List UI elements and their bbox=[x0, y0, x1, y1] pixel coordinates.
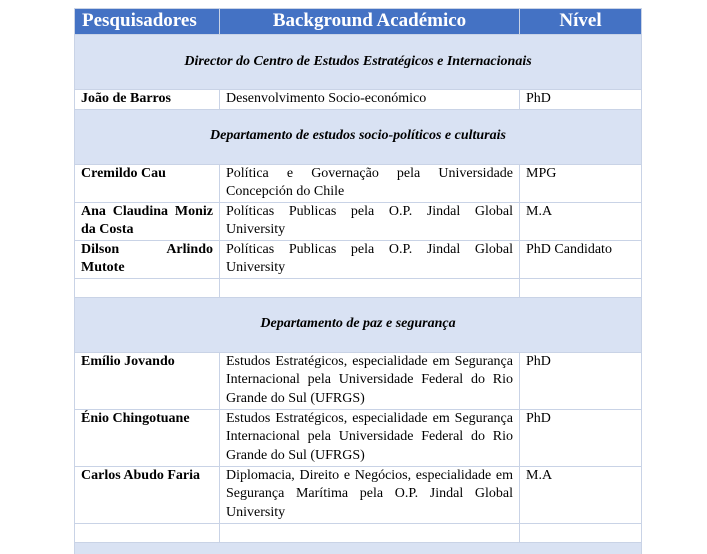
header-academic-background: Background Académico bbox=[220, 9, 520, 35]
academic-background: Política e Governação pela Universidade Concepción do Chile bbox=[220, 164, 520, 202]
header-level: Nível bbox=[520, 9, 642, 35]
section-header-row bbox=[75, 109, 642, 164]
empty-cell bbox=[520, 278, 642, 297]
empty-cell bbox=[75, 523, 220, 542]
table-row bbox=[75, 240, 642, 278]
table-row bbox=[75, 409, 642, 466]
header-row bbox=[75, 9, 642, 35]
empty-cell bbox=[220, 523, 520, 542]
researcher-name: Dilson Arlindo Mutote bbox=[75, 240, 220, 278]
section-title-sociopolitical: Departamento de estudos socio-políticos e culturais bbox=[75, 109, 642, 164]
academic-background: Desenvolvimento Socio-económico bbox=[220, 90, 520, 110]
section-cell-partial bbox=[75, 542, 642, 554]
academic-background: Diplomacia, Direito e Negócios, especialidade em Segurança Marítima pela O.P. Jindal Global University bbox=[220, 466, 520, 523]
table-row bbox=[75, 352, 642, 409]
empty-cell bbox=[220, 278, 520, 297]
empty-row bbox=[75, 278, 642, 297]
academic-level: PhD Candidato bbox=[520, 240, 642, 278]
section-title-peace-security: Departamento de paz e segurança bbox=[75, 297, 642, 352]
section-title-director: Director do Centro de Estudos Estratégicos e Internacionais bbox=[75, 35, 642, 90]
researcher-name: Cremildo Cau bbox=[75, 164, 220, 202]
academic-background: Políticas Publicas pela O.P. Jindal Global University bbox=[220, 240, 520, 278]
empty-cell bbox=[520, 523, 642, 542]
researcher-name: Carlos Abudo Faria bbox=[75, 466, 220, 523]
header-researchers: Pesquisadores bbox=[75, 9, 220, 35]
section-header-row bbox=[75, 297, 642, 352]
academic-background: Estudos Estratégicos, especialidade em Segurança Internacional pela Universidade Federal do Rio Grande do Sul (UFRGS) bbox=[220, 352, 520, 409]
academic-background: Políticas Publicas pela O.P. Jindal Global University bbox=[220, 202, 520, 240]
table-row bbox=[75, 164, 642, 202]
table-row bbox=[75, 90, 642, 110]
empty-cell bbox=[75, 278, 220, 297]
academic-level: MPG bbox=[520, 164, 642, 202]
table-row bbox=[75, 202, 642, 240]
section-header-row bbox=[75, 35, 642, 90]
academic-level: M.A bbox=[520, 202, 642, 240]
researcher-name: João de Barros bbox=[75, 90, 220, 110]
researcher-name: Ana Claudina Moniz da Costa bbox=[75, 202, 220, 240]
academic-level: PhD bbox=[520, 90, 642, 110]
empty-row bbox=[75, 523, 642, 542]
academic-level: PhD bbox=[520, 352, 642, 409]
researcher-name: Énio Chingotuane bbox=[75, 409, 220, 466]
academic-level: PhD bbox=[520, 409, 642, 466]
section-header-row-partial bbox=[75, 542, 642, 554]
researcher-name: Emílio Jovando bbox=[75, 352, 220, 409]
academic-background: Estudos Estratégicos, especialidade em Segurança Internacional pela Universidade Federal do Rio Grande do Sul (UFRGS) bbox=[220, 409, 520, 466]
table-row bbox=[75, 466, 642, 523]
academic-level: M.A bbox=[520, 466, 642, 523]
researchers-table bbox=[74, 8, 642, 554]
